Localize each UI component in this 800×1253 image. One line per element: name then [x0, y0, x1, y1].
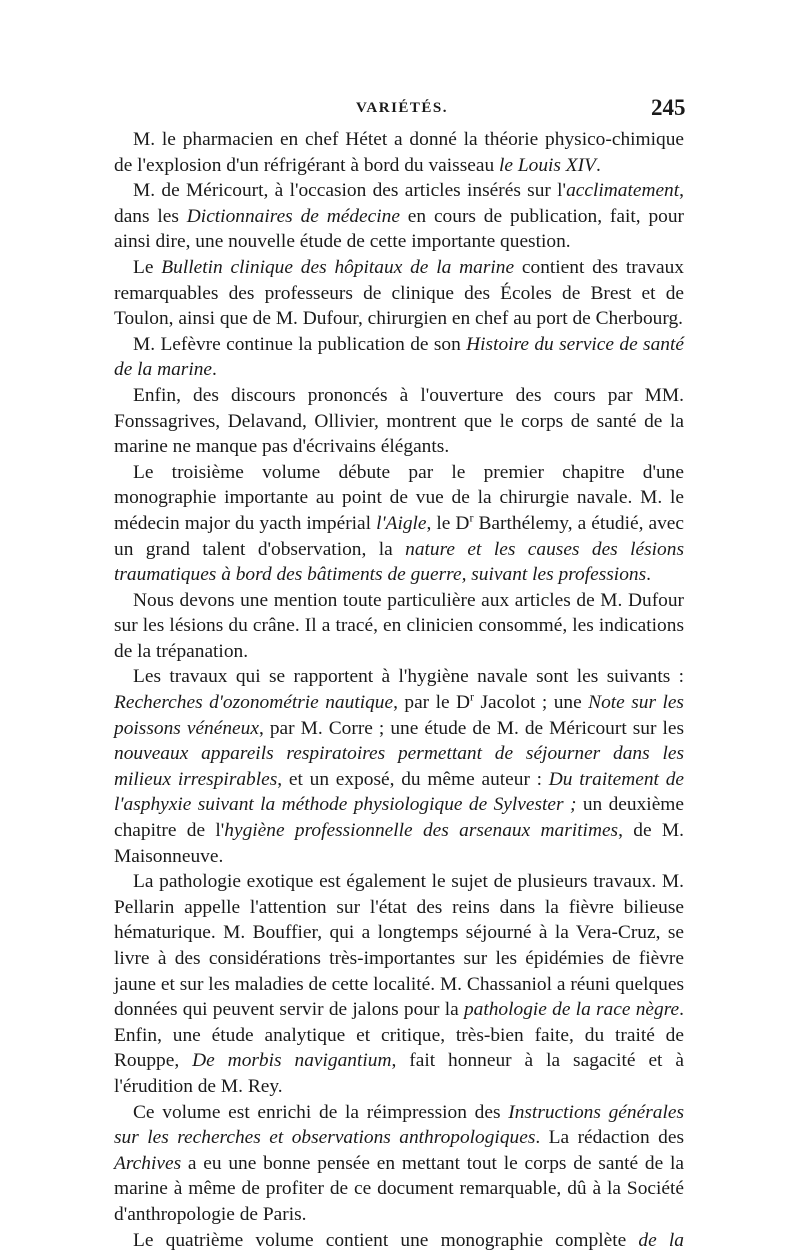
paragraph-hetet: M. le pharmacien en chef Hétet a donné la théorie physico-chimique de l'explosion d'un réfrigérant à bord du vaisseau le Louis XIV.: [114, 129, 684, 176]
body-text: [114, 127, 684, 1253]
paragraph-instructions: Ce volume est enrichi de la réimpression des Instructions générales sur les recherches et observations anthropologiques. La rédaction des Archives a eu une bonne pensée en mettant tout le corps de santé de la marine à même de profiter de ce document remarquable, dû à la Société d'anthropologie de Paris.: [114, 1101, 684, 1225]
paragraph-lefevre: M. Lefèvre continue la publication de son Histoire du service de santé de la marine.: [114, 333, 684, 381]
paragraph-troisieme-volume: Le troisième volume débute par le premier chapitre d'une monographie importante au point de vue de la chirurgie navale. M. le médecin major du yacth impérial l'Aigle, le $D^r$ Barthélemy, a étudié, avec un grand talent d'observation, la nature et les causes des lésions traumatiques à bord des bâtiments de guerre, suivant les professions.: [114, 461, 684, 586]
paragraph-bulletin: Le Bulletin clinique des hôpitaux de la marine contient des travaux remarquables des professeurs de clinique des Écoles de Brest et de Toulon, ainsi que de M. Dufour, chirurgien en chef au port de Cherbourg.: [114, 256, 684, 330]
paragraph-hygiene-navale: Les travaux qui se rapportent à l'hygiène navale sont les suivants : Recherches d'ozonométrie nautique, par le $D^r$ Jacolot ; une Note sur les poissons vénéneux, par M. Corre ; une étude de M. de Méricourt sur les nouveaux appareils respiratoires permettant de séjourner dans les milieux irrespirables, et un exposé, du même auteur : Du traitement de l'asphyxie suivant la méthode physiologique de Sylvester ; un deuxième chapitre de l'hygiène professionnelle des arsenaux maritimes, de M. Maisonneuve.: [114, 666, 685, 867]
page-number: 245: [651, 95, 686, 120]
paragraph-pathologie: La pathologie exotique est également le sujet de plusieurs travaux. M. Pellarin appelle l'attention sur l'état des reins dans la fièvre bilieuse hématurique. M. Bouffier, qui a longtemps séjourné à la Vera-Cruz, se livre à des considérations très-importantes sur les épidémies de fièvre jaune et sur les maladies de cette localité. M. Chassaniol a réuni quelques données qui peuvent servir de jalons pour la pathologie de la race nègre. Enfin, une étude analytique et critique, très-bien faite, du traité de Rouppe, De morbis navigantium, fait honneur à la sagacité et à l'érudition de M. Rey.: [114, 871, 684, 1097]
paragraph-mericourt: M. de Méricourt, à l'occasion des articles insérés sur l'acclimatement, dans les Dictionnaires de médecine en cours de publication, fait, pour ainsi dire, une nouvelle étude de cette importante question.: [114, 180, 684, 253]
paragraph-quatrieme-volume: Le quatrième volume contient une monographie complète de la: [133, 1229, 684, 1251]
running-title: VARIÉTÉS.: [356, 100, 449, 116]
running-head: [0, 95, 800, 128]
paragraph-dufour: Nous devons une mention toute particulière aux articles de M. Dufour sur les lésions du crâne. Il a tracé, en clinicien consommé, les indications de la trépanation.: [114, 589, 684, 662]
paragraph-discours: Enfin, des discours prononcés à l'ouverture des cours par MM. Fonssagrives, Delavand, Ollivier, montrent que le corps de santé de la marine ne manque pas d'écrivains élégants.: [114, 384, 684, 458]
